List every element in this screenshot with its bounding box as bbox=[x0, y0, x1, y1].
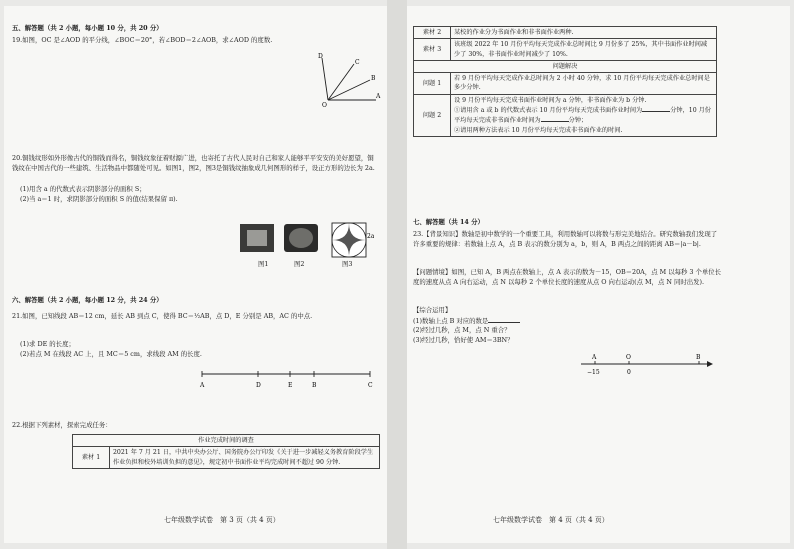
q22-table-header: 作业完成时间的调查 bbox=[73, 435, 380, 447]
problem1-label: 问题 1 bbox=[414, 73, 451, 95]
material2-text: 某校的作业分为书面作业和非书面作业两种. bbox=[451, 27, 717, 39]
q21-label-a: A bbox=[200, 382, 205, 389]
number-line bbox=[577, 350, 717, 380]
q19-label-o: O bbox=[322, 102, 327, 108]
q23-part3: (3)经过几秒，恰好使 AM＝3BN？ bbox=[413, 336, 514, 344]
figure1-coin-photo bbox=[240, 224, 274, 252]
q23-part2: (2)经过几秒，点 M，点 N 重合？ bbox=[413, 326, 511, 334]
q19-label-b: B bbox=[371, 75, 376, 82]
problem2-label: 问题 2 bbox=[414, 94, 451, 136]
problem2-intro: 设 9 月份平均每天完成书面作业时间为 a 分钟，非书面作业为 b 分钟. bbox=[454, 96, 647, 104]
figure3-geometry bbox=[326, 220, 374, 260]
problem2-cell bbox=[451, 94, 717, 136]
answer-blank bbox=[488, 316, 520, 323]
q22-text: 22.根据下列素材，探索完成任务： bbox=[12, 421, 112, 429]
answer-blank bbox=[541, 115, 569, 122]
q19-label-a: A bbox=[376, 93, 381, 100]
axis-value-o: 0 bbox=[627, 369, 631, 376]
section7-title: 七、解答题（共 14 分） bbox=[413, 218, 484, 226]
left-page bbox=[4, 6, 387, 543]
problem2-part2: ②请用两种方法表示 10 月份平均每天完成非书面作业的时间. bbox=[454, 126, 623, 134]
q21-part2: (2)若点 M 在线段 AC 上，且 MC＝5 cm，求线段 AM 的长度. bbox=[20, 350, 202, 358]
answer-blank bbox=[642, 105, 670, 112]
section5-title: 五、解答题（共 2 小题，每小题 10 分，共 20 分） bbox=[12, 24, 163, 32]
figure1-caption: 图1 bbox=[258, 260, 269, 268]
q23-situation: 【问题情境】如图，已知 A，B 两点在数轴上，点 A 表示的数为－15，OB＝20A，点 M 以每秒 3 个单位长度的速度从点 A 向右运动，点 N 以每秒 2 个单位长度的速度从点 O 向右运动(点 M，点 N 同时出发). bbox=[413, 268, 722, 286]
right-page-footer: 七年级数学试卷 第 4 页（共 4 页） bbox=[493, 516, 609, 524]
axis-label-o: O bbox=[626, 354, 631, 361]
section6-title: 六、解答题（共 2 小题，每小题 12 分，共 24 分） bbox=[12, 296, 163, 304]
q19-label-c: C bbox=[355, 59, 360, 66]
q20-part1: (1)用含 a 的代数式表示阴影部分的面积 S； bbox=[20, 185, 146, 193]
material3-text: 该班级 2022 年 10 月份平均每天完成作业总时间比 9 月份多了 25%，其中书面作业时间减少了 30%，非书面作业时间减少了 10%. bbox=[451, 39, 717, 61]
q23-part1: (1)数轴上点 B 对应的数是 bbox=[413, 316, 520, 327]
axis-label-b: B bbox=[696, 354, 701, 361]
q22-table bbox=[72, 434, 380, 469]
q21-text: 21.如图，已知线段 AB＝12 cm，延长 AB 到点 C，使得 BC＝½AB，点 D，E 分别是 AB，AC 的中点. bbox=[12, 312, 313, 320]
right-page bbox=[407, 6, 790, 543]
material3-label: 素材 3 bbox=[414, 39, 451, 61]
axis-value-a: −15 bbox=[587, 369, 600, 376]
problem-solving-header: 问题解决 bbox=[414, 60, 717, 72]
material1-label: 素材 1 bbox=[73, 447, 110, 469]
q21-label-b: B bbox=[312, 382, 317, 389]
q20-part2: (2)当 a＝1 时，求阴影部分的面积 S 的值(结果保留 π). bbox=[20, 195, 178, 203]
q21-segment-figure bbox=[194, 366, 384, 392]
q21-part1: (1)求 DE 的长度； bbox=[20, 340, 75, 348]
q20-text: 20.铜钱纹形如外形像古代的铜钱而得名，铜钱纹象征着财源广进，也寄托了古代人民对自己和家人能够平平安安的美好愿望，铜钱纹在中国古代的一些建筑、生活物品中都随处可见。如图1，图2，图3是铜钱纹抽象成几何图形的样子，设正方形的边长为 2a. bbox=[12, 154, 375, 172]
figure3-side-label: 2a bbox=[367, 233, 374, 240]
figure2-caption: 图2 bbox=[294, 260, 305, 268]
q23-background: 23.【背景知识】数轴是初中数学的一个重要工具，利用数轴可以将数与形完美地结合。研究数轴我们发现了许多重要的规律：若数轴上点 A，点 B 表示的数分别为 a，b，则 A，B 两点之间的距离 AB＝|a－b|. bbox=[413, 230, 718, 248]
page-gutter bbox=[387, 0, 407, 549]
problem1-text: 若 9 月份平均每天完成作业总时间为 2 小时 40 分钟，求 10 月份平均每天完成作业总时间是多少分钟. bbox=[451, 73, 717, 95]
q19-label-d: D bbox=[318, 53, 323, 60]
q21-label-d: D bbox=[256, 382, 261, 389]
material2-label: 素材 2 bbox=[414, 27, 451, 39]
q23-application: 【综合运用】 bbox=[413, 306, 452, 314]
figure3-caption: 图3 bbox=[342, 260, 353, 268]
materials-table bbox=[413, 26, 717, 137]
figure2-coin-photo bbox=[284, 224, 318, 252]
material1-text: 2021 年 7 月 21 日，中共中央办公厅、国务院办公厅印发《关于进一步减轻义务教育阶段学生作业负担和校外培训负担的意见》，规定初中书面作业平均完成时间不超过 90 分钟. bbox=[110, 447, 380, 469]
q19-angle-figure bbox=[312, 50, 382, 108]
axis-label-a: A bbox=[592, 354, 597, 361]
problem2-part1: ①请用含 a 或 b 的代数式表示 10 月份平均每天完成书面作业时间为 分钟，10 月份平均每天完成非书面作业时间为 分钟； bbox=[454, 107, 711, 125]
left-page-footer: 七年级数学试卷 第 3 页（共 4 页） bbox=[164, 516, 280, 524]
q21-label-c: C bbox=[368, 382, 373, 389]
q19-text: 19.如图，OC 是∠AOD 的平分线，∠BOC＝20°，若∠BOD＝2∠AOB，求∠AOD 的度数. bbox=[12, 36, 273, 44]
q21-label-e: E bbox=[288, 382, 293, 389]
